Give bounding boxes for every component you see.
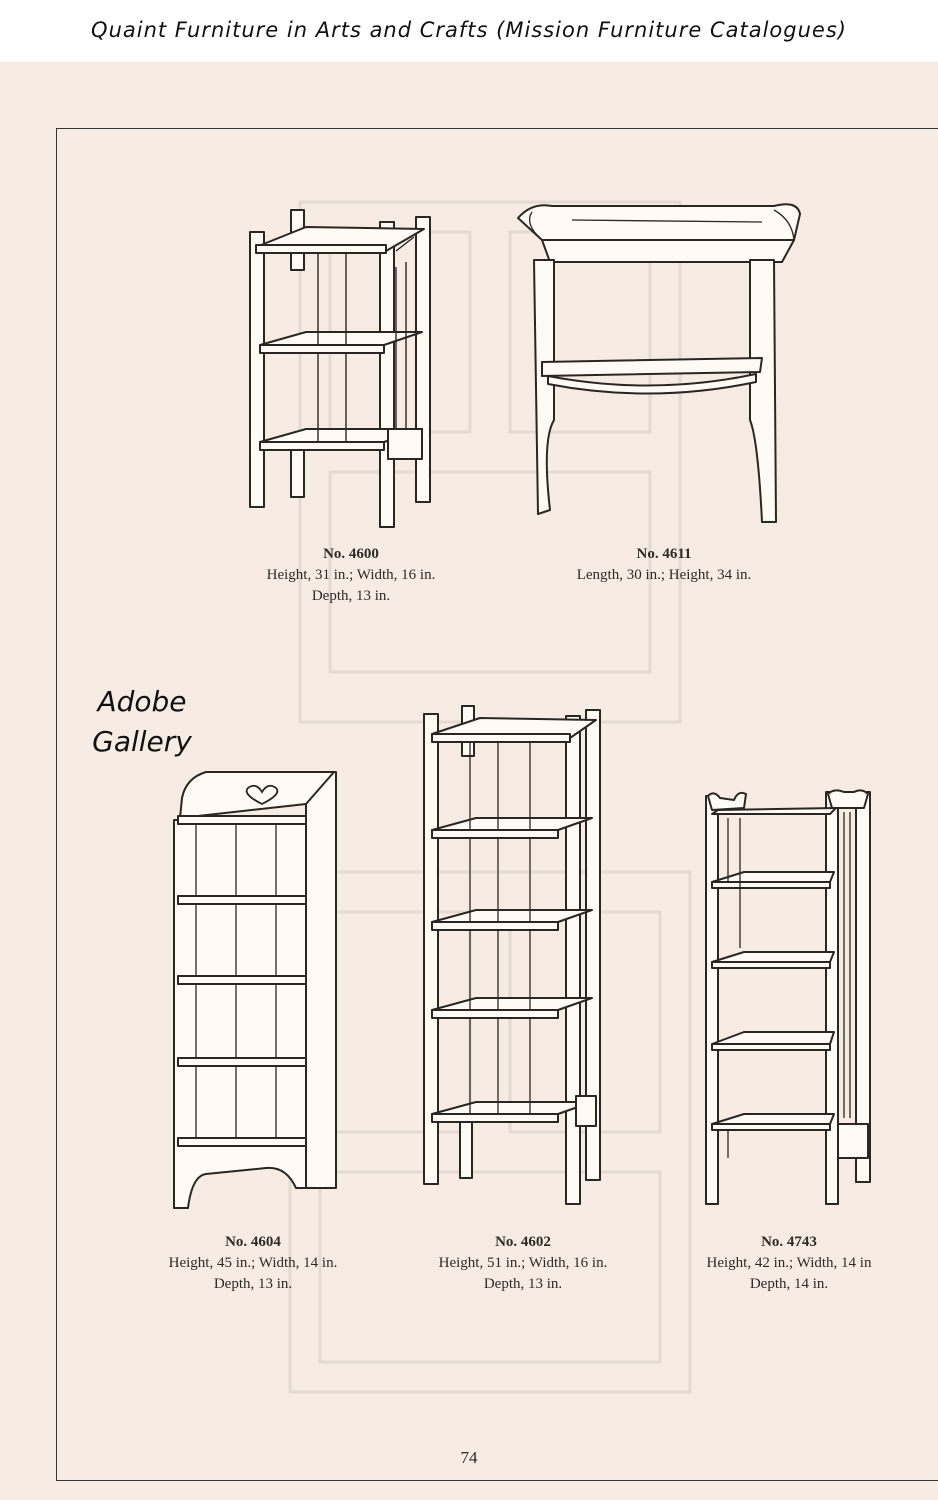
caption-4743 xyxy=(676,1232,902,1295)
illustration-stand-4600 xyxy=(246,207,436,529)
catalogue-page xyxy=(0,62,938,1500)
caption-4611 xyxy=(548,544,780,586)
item-number: No. 4743 xyxy=(761,1234,817,1250)
item-number: No. 4611 xyxy=(636,546,692,562)
site-header xyxy=(0,0,938,62)
item-dimensions: Height, 31 in.; Width, 16 in. xyxy=(266,567,436,583)
item-number: No. 4604 xyxy=(225,1234,281,1250)
item-depth: Depth, 13 in. xyxy=(311,588,391,604)
illustration-trough-4611 xyxy=(512,200,804,532)
illustration-bookcase-4602 xyxy=(420,704,610,1214)
header-title: Quaint Furniture in Arts and Crafts (Mission Furniture Catalogues) xyxy=(91,18,847,42)
item-depth: Depth, 13 in. xyxy=(213,1276,293,1292)
item-dimensions: Height, 45 in.; Width, 14 in. xyxy=(168,1255,338,1271)
caption-4602 xyxy=(410,1232,636,1295)
watermark-line-1: Adobe xyxy=(97,685,187,718)
item-dimensions: Height, 42 in.; Width, 14 in xyxy=(706,1255,872,1271)
illustration-bookstand-4604 xyxy=(166,768,340,1222)
gallery-watermark xyxy=(82,682,202,762)
illustration-shelf-4743 xyxy=(704,788,876,1208)
item-number: No. 4602 xyxy=(495,1234,551,1250)
watermark-line-2: Gallery xyxy=(92,725,192,758)
item-depth: Depth, 13 in. xyxy=(483,1276,563,1292)
caption-4600 xyxy=(236,544,466,607)
item-dimensions: Length, 30 in.; Height, 34 in. xyxy=(576,567,752,583)
item-dimensions: Height, 51 in.; Width, 16 in. xyxy=(438,1255,608,1271)
item-number: No. 4600 xyxy=(323,546,379,562)
item-depth: Depth, 14 in. xyxy=(749,1276,829,1292)
page-number: 74 xyxy=(460,1448,478,1467)
caption-4604 xyxy=(138,1232,368,1295)
